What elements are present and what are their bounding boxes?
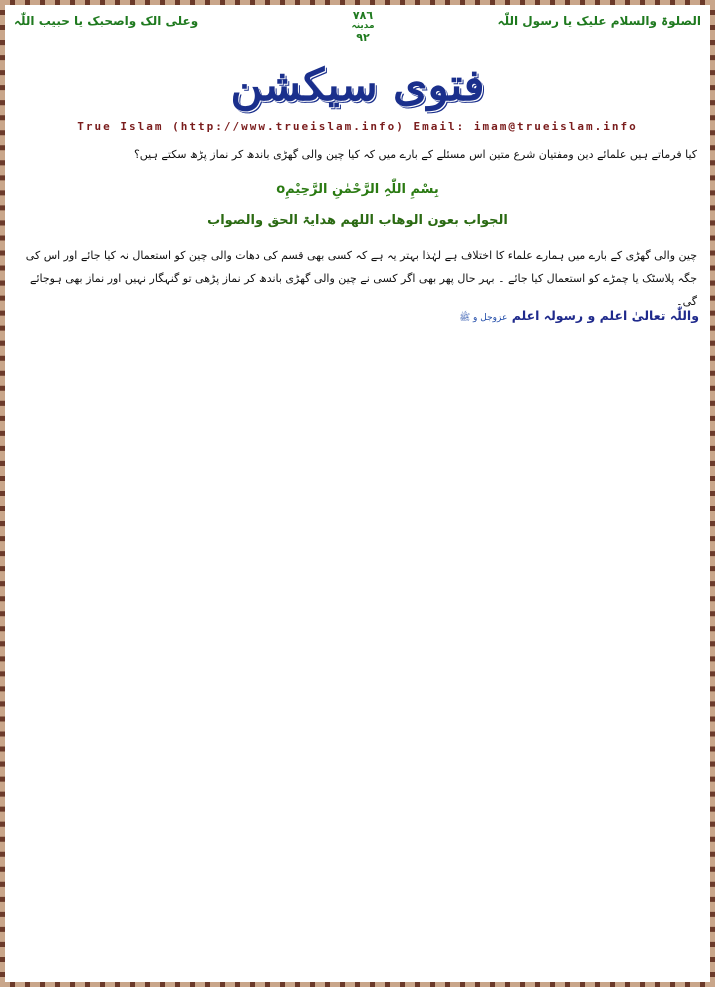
closing-text: واللّٰہ تعالیٰ اعلم و رسولہ اعلم (511, 308, 699, 323)
seal-line-3: ۹۲ (356, 31, 370, 44)
answer-heading: الجواب بعون الوھاب اللھم ھدایۃ الحق والصواب (207, 213, 508, 228)
seal-line-2: مدینہ (351, 21, 375, 31)
site-contact-line: True Islam (http://www.trueislam.info) Email: imam@trueislam.info (77, 120, 638, 133)
salutation-right: الصلوۃ والسلام علیک یا رسول اللّٰہ (497, 14, 701, 28)
bismillah: بِسْمِ اللّٰہِ الرَّحْمٰنِ الرَّحِیْمِo (276, 182, 439, 197)
salutation-left: وعلی الک واصحبک یا حبیب اللّٰہ (14, 14, 199, 28)
seal-line-1: ۷۸٦ (352, 9, 374, 22)
honorific-mark: عزوجل و ﷺ (459, 313, 508, 323)
answer-text: چین والی گھڑی کے بارے میں ہمارے علماء کا اختلاف ہے لہٰذا بہتر یہ ہے کہ کسی بھی قسم کی دھات والی چین کو استعمال نہ کیا جائے اور اس کی جگہ پلاسٹک یا چمڑے کو استعمال کیا جائے ۔ بہر حال پھر بھی اگر کسی نے چین والی گھڑی باندھ کر نماز پڑھی تو گنہگار نہیں اور نماز بھی ہوجائے گی۔ (25, 249, 697, 308)
closing-line (455, 308, 699, 325)
seal-786 (340, 10, 386, 43)
page-title: فتوی سیکشن (230, 60, 485, 111)
question-text: کیا فرماتے ہیں علمائے دین ومفتیان شرع متین اس مسئلے کے بارے میں کہ کیا چین والی گھڑی باندھ کر نماز پڑھ سکتے ہیں؟ (133, 148, 697, 161)
page-content (10, 10, 705, 977)
